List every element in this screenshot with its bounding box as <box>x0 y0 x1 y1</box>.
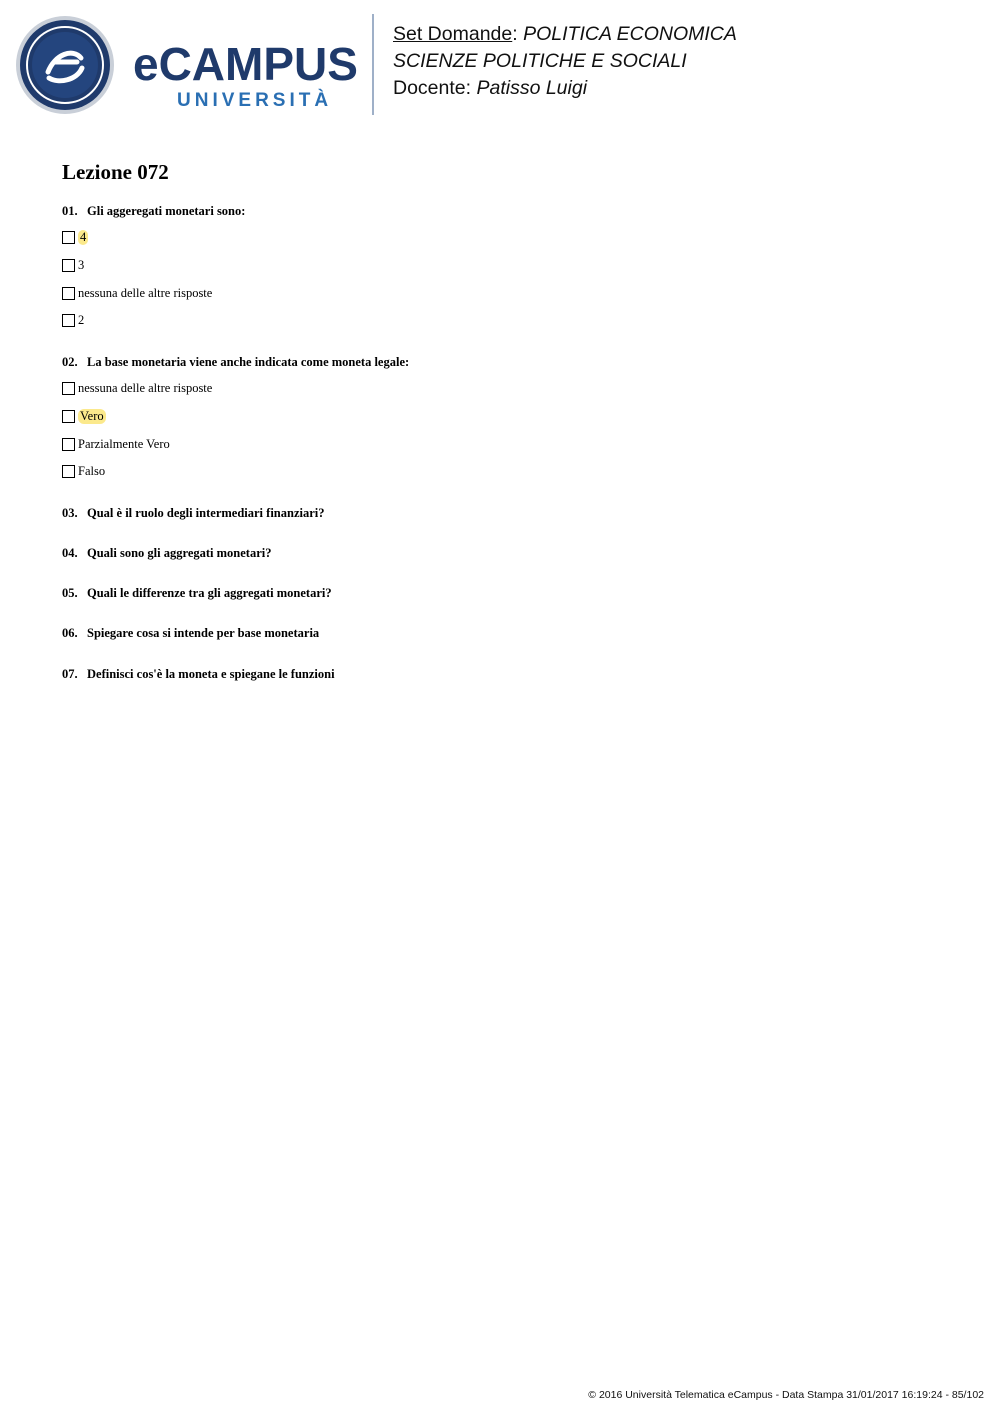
option-label: Falso <box>78 464 106 478</box>
checkbox[interactable] <box>62 287 75 300</box>
question-02-option[interactable] <box>62 437 170 452</box>
faculty-name: SCIENZE POLITICHE E SOCIALI <box>393 50 687 72</box>
ecampus-logo <box>15 14 360 116</box>
option-label: 4 <box>80 230 87 244</box>
question-01-option[interactable] <box>62 286 212 301</box>
option-label: Vero <box>80 409 104 423</box>
option-label: nessuna delle altre risposte <box>78 286 213 300</box>
question-02-option[interactable] <box>62 409 106 424</box>
teacher-name: Patisso Luigi <box>476 77 588 99</box>
checkbox[interactable] <box>62 438 75 451</box>
svg-text:eCAMPUS: eCAMPUS <box>133 38 358 90</box>
page-header <box>0 0 1000 125</box>
header-divider <box>372 14 374 115</box>
question-07: 07. Definisci cos'è la moneta e spiegane le funzioni <box>62 667 335 681</box>
checkbox[interactable] <box>62 259 75 272</box>
checkbox[interactable] <box>62 410 75 423</box>
question-04: 04. Quali sono gli aggregati monetari? <box>62 546 272 560</box>
checkbox[interactable] <box>62 465 75 478</box>
checkbox[interactable] <box>62 314 75 327</box>
page-footer: © 2016 Università Telematica eCampus - Data Stampa 31/01/2017 16:19:24 - 85/102 <box>588 1389 984 1401</box>
set-label: Set Domande <box>393 23 513 45</box>
question-02-option[interactable] <box>62 381 212 396</box>
question-05: 05. Quali le differenze tra gli aggregati monetari? <box>62 586 332 600</box>
question-01: 01. Gli aggeregati monetari sono: <box>62 204 246 218</box>
option-label: Parzialmente Vero <box>78 437 170 451</box>
option-label: 2 <box>78 313 85 327</box>
option-label: 3 <box>78 258 85 272</box>
lesson-title: Lezione 072 <box>62 160 169 184</box>
header-info: Set Domande: POLITICA ECONOMICA SCIENZE POLITICHE E SOCIALI Docente: Patisso Luigi <box>393 23 737 99</box>
course-name: POLITICA ECONOMICA <box>523 23 737 45</box>
question-03: 03. Qual è il ruolo degli intermediari finanziari? <box>62 506 325 520</box>
svg-text:UNIVERSITÀ: UNIVERSITÀ <box>177 90 333 111</box>
question-06: 06. Spiegare cosa si intende per base monetaria <box>62 626 320 640</box>
question-01-option[interactable] <box>62 258 84 273</box>
question-02-option[interactable] <box>62 464 105 479</box>
question-02: 02. La base monetaria viene anche indicata come moneta legale: <box>62 355 410 369</box>
teacher-label: Docente: <box>393 77 477 99</box>
checkbox[interactable] <box>62 231 75 244</box>
question-01-option[interactable] <box>62 313 84 328</box>
checkbox[interactable] <box>62 382 75 395</box>
option-label: nessuna delle altre risposte <box>78 381 213 395</box>
question-01-option[interactable] <box>62 230 88 245</box>
